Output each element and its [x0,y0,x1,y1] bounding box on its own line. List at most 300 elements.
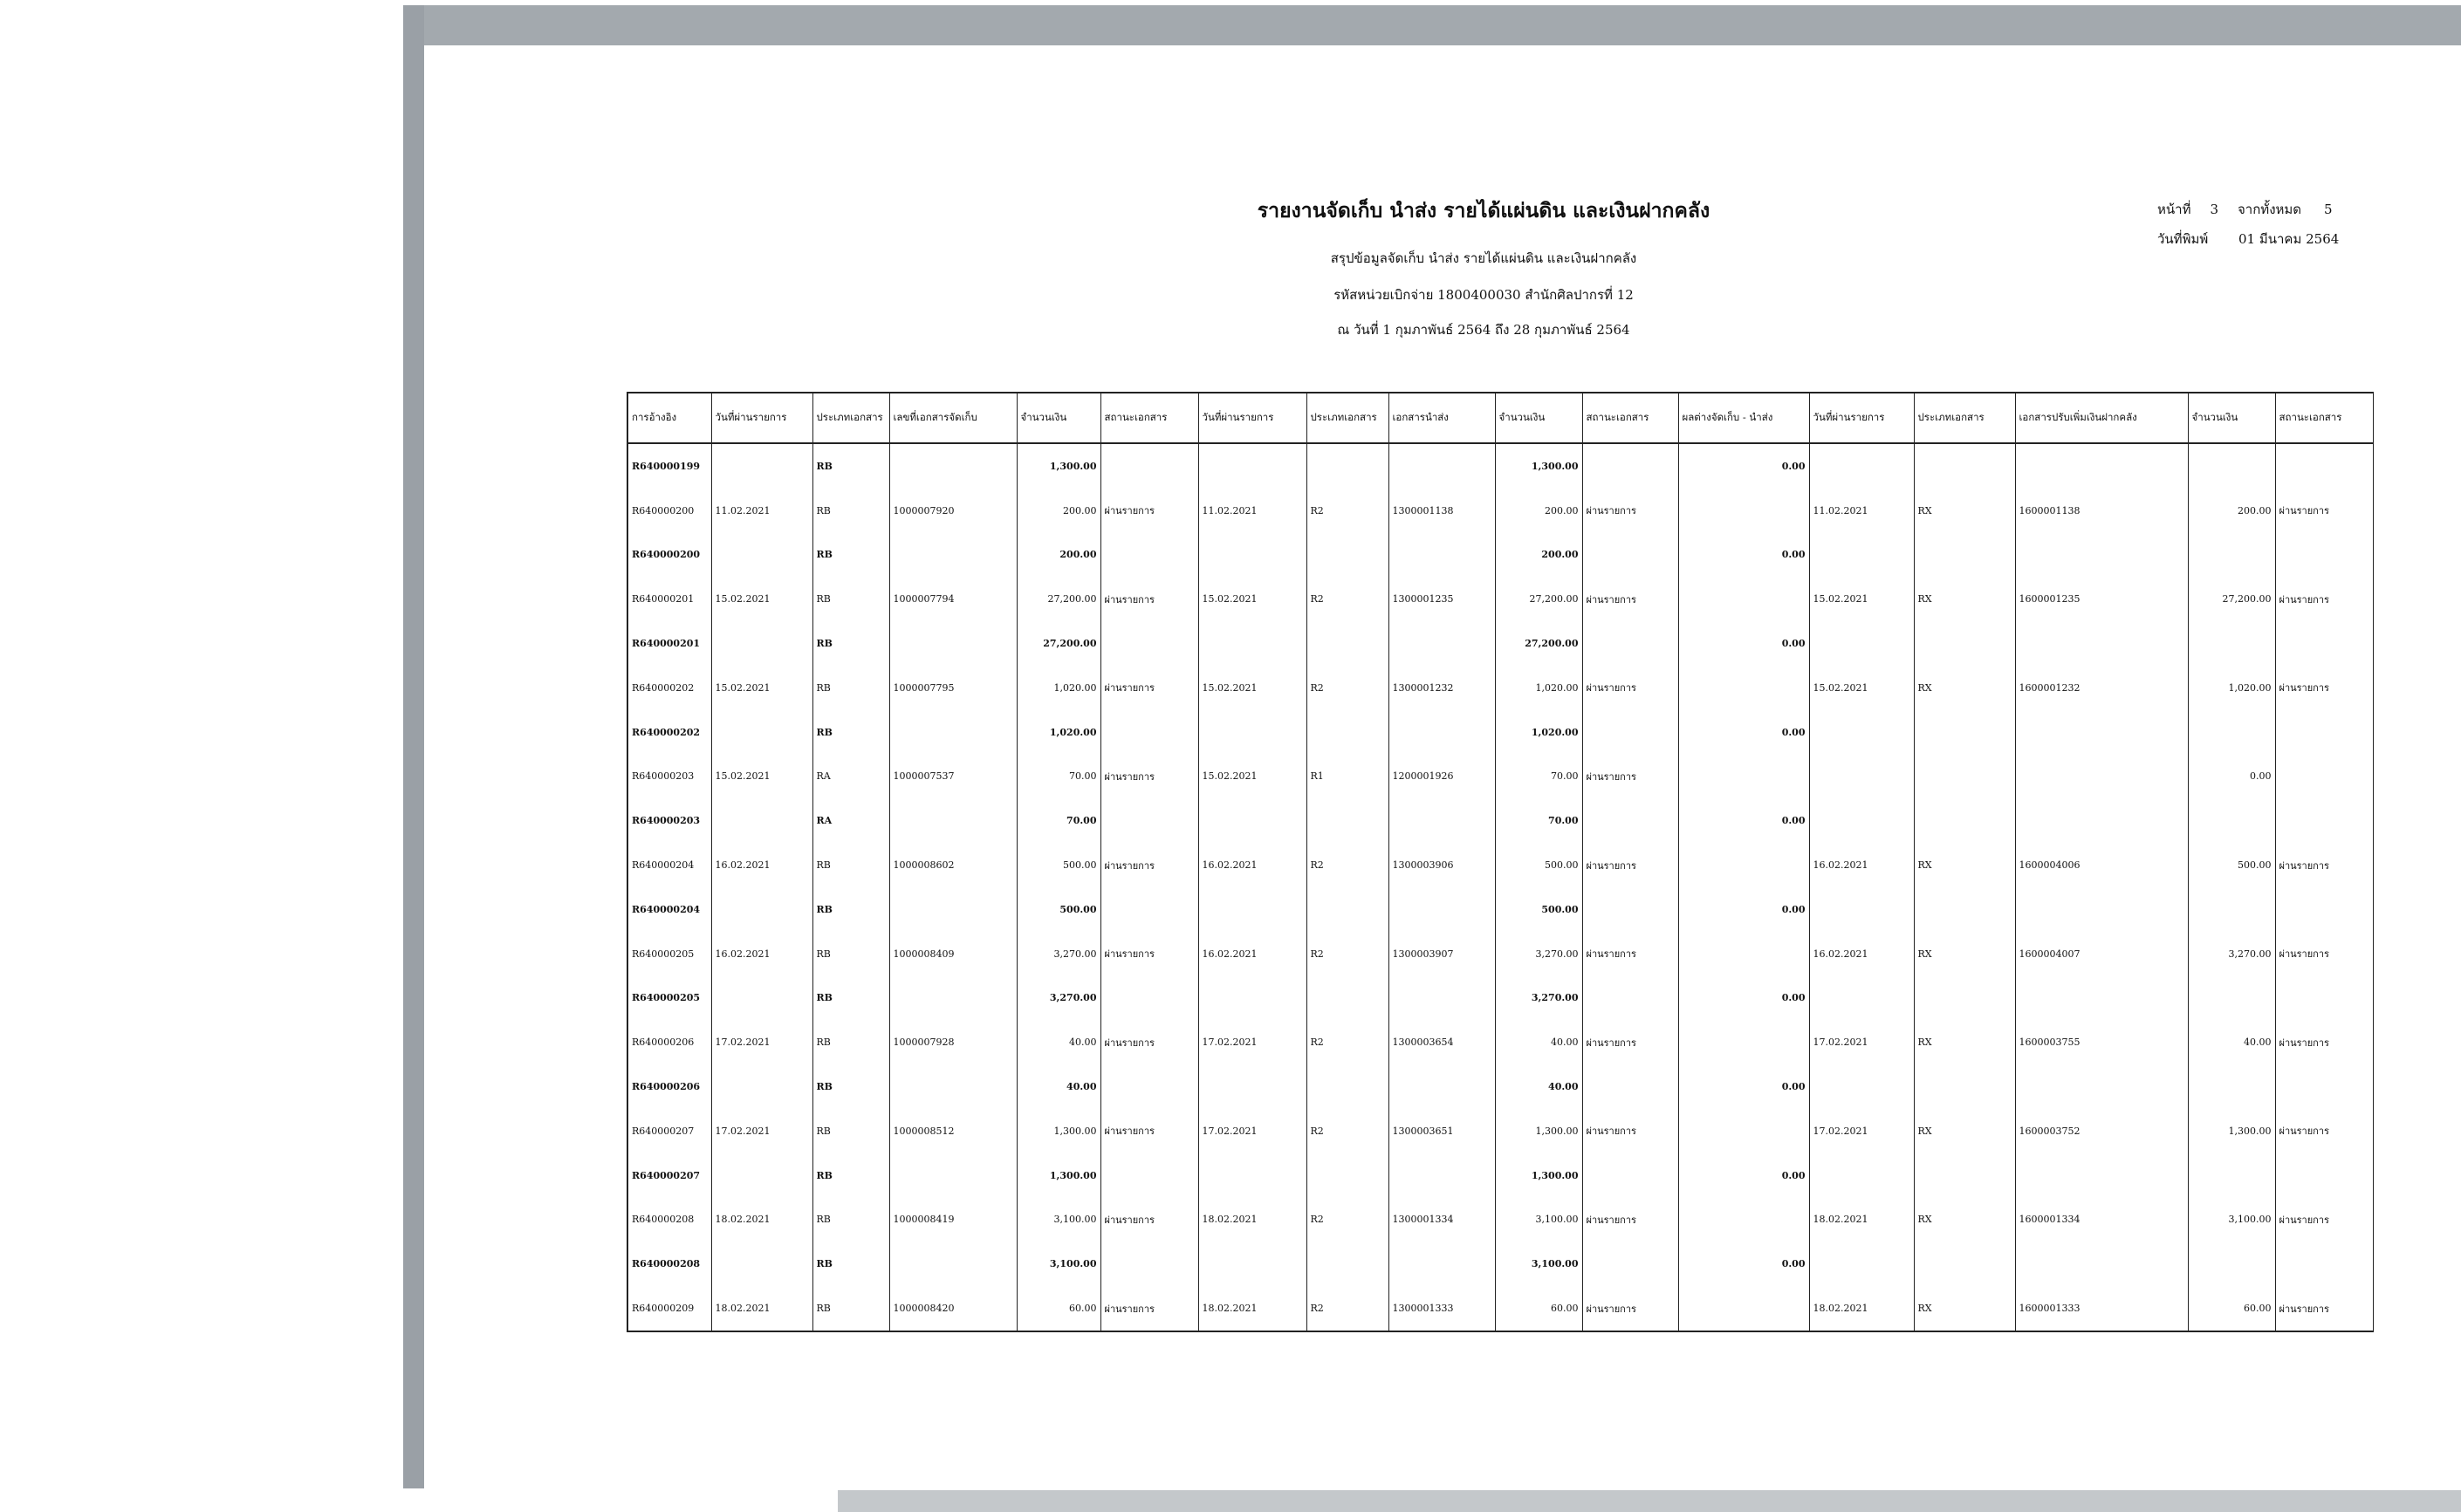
table-cell [711,443,812,489]
table-cell: ผ่านรายการ [1582,666,1678,710]
table-cell: 40.00 [1017,1064,1100,1109]
table-cell: RB [812,932,889,976]
table-cell: 17.02.2021 [1809,1109,1914,1153]
table-cell: ผ่านรายการ [1100,1109,1198,1153]
table-cell [889,1242,1017,1286]
table-cell: 3,100.00 [1017,1198,1100,1242]
table-cell: 60.00 [2188,1286,2275,1331]
table-cell: 3,270.00 [1495,976,1582,1021]
table-cell: 16.02.2021 [711,843,812,887]
table-cell: 27,200.00 [1495,621,1582,666]
table-cell: R2 [1306,1286,1388,1331]
table-cell [1809,755,1914,799]
table-cell: 1000007928 [889,1020,1017,1064]
table-cell: 70.00 [1017,798,1100,843]
table-cell [1198,533,1306,578]
table-cell [1100,1153,1198,1198]
table-cell [1582,710,1678,755]
table-cell [2015,887,2188,932]
table-cell [1198,798,1306,843]
table-cell: RX [1914,1020,2015,1064]
total-pages: 5 [2324,202,2333,217]
table-cell: R640000201 [627,577,711,621]
table-cell [1678,577,1809,621]
table-cell: 11.02.2021 [1809,489,1914,533]
table-cell [2015,755,2188,799]
table-cell: 1000007795 [889,666,1017,710]
column-header: ผลต่างจัดเก็บ - นำส่ง [1678,393,1809,443]
table-cell: R640000199 [627,443,711,489]
table-cell [2015,798,2188,843]
table-cell: 1300003651 [1388,1109,1495,1153]
scan-border-top [422,5,2461,45]
subtotal-row [627,1064,2373,1109]
table-cell: 1300001232 [1388,666,1495,710]
table-cell: 0.00 [1678,1064,1809,1109]
table-cell [1809,1153,1914,1198]
column-header: จำนวนเงิน [1017,393,1100,443]
table-cell: R2 [1306,932,1388,976]
print-date [2157,229,2339,250]
table-cell [1582,976,1678,1021]
table-cell [1198,976,1306,1021]
table-cell: RB [812,710,889,755]
table-cell: 0.00 [1678,621,1809,666]
table-cell: R640000205 [627,976,711,1021]
table-cell: 40.00 [1495,1020,1582,1064]
table-cell [1582,533,1678,578]
table-cell: RB [812,577,889,621]
table-cell [1809,443,1914,489]
subtotal-row [627,976,2373,1021]
table-cell: 3,100.00 [1495,1242,1582,1286]
table-cell [1306,887,1388,932]
table-cell: 1,300.00 [1017,1109,1100,1153]
table-cell [1198,710,1306,755]
table-cell: 1600003755 [2015,1020,2188,1064]
table-cell: RX [1914,932,2015,976]
table-cell: 200.00 [1495,489,1582,533]
table-cell [1678,1286,1809,1331]
table-row [627,666,2373,710]
table-cell: R2 [1306,489,1388,533]
table-header-row [627,393,2373,443]
table-cell [1809,533,1914,578]
table-cell: R2 [1306,577,1388,621]
table-cell [2188,887,2275,932]
table-cell: 0.00 [1678,976,1809,1021]
table-cell: 1600001235 [2015,577,2188,621]
table-cell: 16.02.2021 [711,932,812,976]
table-cell [889,887,1017,932]
table-cell: 1600001334 [2015,1198,2188,1242]
table-cell [1582,887,1678,932]
table-cell: RB [812,1020,889,1064]
table-cell: 16.02.2021 [1809,932,1914,976]
table-cell: 0.00 [1678,798,1809,843]
table-cell: 3,270.00 [1017,976,1100,1021]
table-cell [1388,798,1495,843]
table-cell [2015,621,2188,666]
table-cell: RB [812,666,889,710]
table-cell: 70.00 [1495,755,1582,799]
table-cell: ผ่านรายการ [1582,1109,1678,1153]
table-cell: 1,300.00 [2188,1109,2275,1153]
table-cell [2015,976,2188,1021]
table-cell [1306,533,1388,578]
table-cell [1306,1242,1388,1286]
table-cell: 70.00 [1017,755,1100,799]
table-row [627,1286,2373,1331]
table-cell [2275,1153,2373,1198]
table-cell [889,443,1017,489]
table-cell [1198,887,1306,932]
table-cell: R640000208 [627,1242,711,1286]
table-cell: ผ่านรายการ [1100,489,1198,533]
table-cell: 11.02.2021 [711,489,812,533]
table-row [627,489,2373,533]
column-header: จำนวนเงิน [1495,393,1582,443]
table-cell: 16.02.2021 [1809,843,1914,887]
table-cell: 1200001926 [1388,755,1495,799]
table-cell [1388,1153,1495,1198]
table-cell [889,621,1017,666]
column-header: วันที่ผ่านรายการ [711,393,812,443]
table-cell: RB [812,489,889,533]
table-cell: 1600001333 [2015,1286,2188,1331]
table-cell: R640000208 [627,1198,711,1242]
table-cell: ผ่านรายการ [1582,1198,1678,1242]
table-cell [1914,533,2015,578]
table-cell [2015,533,2188,578]
table-cell [2188,710,2275,755]
table-cell: RX [1914,1198,2015,1242]
table-cell [889,798,1017,843]
table-cell: 1000008409 [889,932,1017,976]
subtotal-row [627,621,2373,666]
table-cell [711,533,812,578]
table-cell: 1300001333 [1388,1286,1495,1331]
table-cell: RA [812,798,889,843]
table-cell [2015,443,2188,489]
table-cell [2188,976,2275,1021]
table-cell: R640000207 [627,1109,711,1153]
table-cell: 1,300.00 [1017,1153,1100,1198]
table-cell: RB [812,443,889,489]
table-cell: 17.02.2021 [1198,1109,1306,1153]
table-cell [1809,976,1914,1021]
table-cell [711,1064,812,1109]
table-cell [711,621,812,666]
table-cell: 16.02.2021 [1198,932,1306,976]
table-cell [1198,1064,1306,1109]
table-cell [1388,1242,1495,1286]
table-cell [1306,1064,1388,1109]
table-row [627,577,2373,621]
table-cell [1678,932,1809,976]
table-cell: RX [1914,843,2015,887]
table-cell: R640000203 [627,755,711,799]
table-cell [1388,621,1495,666]
table-cell: ผ่านรายการ [2275,1286,2373,1331]
table-cell: 0.00 [1678,1242,1809,1286]
table-cell: 1600001232 [2015,666,2188,710]
page-info [2157,199,2351,220]
table-cell [711,1153,812,1198]
table-cell: R640000204 [627,843,711,887]
table-cell [1100,798,1198,843]
table-cell [2188,798,2275,843]
table-cell [1198,1153,1306,1198]
table-cell: 1,020.00 [1495,710,1582,755]
table-cell: 1600004006 [2015,843,2188,887]
table-cell [1914,710,2015,755]
table-cell [1678,666,1809,710]
table-cell: 1,020.00 [1495,666,1582,710]
table-cell [2275,621,2373,666]
subtotal-row [627,1242,2373,1286]
table-cell: 1000007794 [889,577,1017,621]
table-cell [1678,1020,1809,1064]
table-cell: ผ่านรายการ [1100,1286,1198,1331]
table-cell [1914,976,2015,1021]
table-cell: 1,300.00 [1017,443,1100,489]
table-cell: RX [1914,1109,2015,1153]
table-cell: 1000008419 [889,1198,1017,1242]
table-cell: 1600001138 [2015,489,2188,533]
table-cell: RB [812,843,889,887]
table-cell [711,1242,812,1286]
table-cell [2188,621,2275,666]
table-cell [2015,1064,2188,1109]
table-cell [1100,443,1198,489]
table-cell: ผ่านรายการ [1582,843,1678,887]
subtotal-row [627,887,2373,932]
table-cell: 15.02.2021 [1809,666,1914,710]
table-cell: R640000203 [627,798,711,843]
table-cell: 16.02.2021 [1198,843,1306,887]
table-cell [1198,443,1306,489]
table-cell: 3,270.00 [1495,932,1582,976]
table-cell: 40.00 [2188,1020,2275,1064]
table-cell: ผ่านรายการ [2275,1198,2373,1242]
table-cell: 15.02.2021 [711,577,812,621]
table-cell: ผ่านรายการ [1582,577,1678,621]
of-label: จากทั้งหมด [2238,202,2302,217]
table-cell: 27,200.00 [2188,577,2275,621]
table-cell: RB [812,1198,889,1242]
column-header: สถานะเอกสาร [1582,393,1678,443]
table-cell [2188,1153,2275,1198]
table-cell [1100,533,1198,578]
table-row [627,1020,2373,1064]
table-cell: 1,020.00 [1017,666,1100,710]
table-cell [1914,798,2015,843]
table-cell: ผ่านรายการ [2275,577,2373,621]
table-cell: 60.00 [1495,1286,1582,1331]
table-cell [1582,1064,1678,1109]
table-cell: R640000205 [627,932,711,976]
table-cell: R640000202 [627,710,711,755]
table-cell: ผ่านรายการ [1582,1020,1678,1064]
table-cell: RB [812,621,889,666]
table-cell: 1000008602 [889,843,1017,887]
table-cell: RB [812,533,889,578]
table-cell: 27,200.00 [1495,577,1582,621]
table-cell: ผ่านรายการ [1100,666,1198,710]
table-cell: 1600003752 [2015,1109,2188,1153]
table-cell: 1000008512 [889,1109,1017,1153]
table-cell: RX [1914,577,2015,621]
table-cell [2015,1242,2188,1286]
table-cell: 18.02.2021 [711,1198,812,1242]
table-cell: 0.00 [1678,1153,1809,1198]
table-cell: 60.00 [1017,1286,1100,1331]
table-cell: 18.02.2021 [1198,1198,1306,1242]
table-cell: 1300003906 [1388,843,1495,887]
table-cell: 17.02.2021 [711,1109,812,1153]
table-cell [1582,1153,1678,1198]
column-header: เอกสารปรับเพิ่มเงินฝากคลัง [2015,393,2188,443]
table-cell: R640000206 [627,1020,711,1064]
table-cell: ผ่านรายการ [1582,1286,1678,1331]
table-cell [1582,798,1678,843]
table-cell [1100,1242,1198,1286]
page-number: 3 [2210,202,2218,217]
table-cell: ผ่านรายการ [1100,843,1198,887]
table-cell: RB [812,1064,889,1109]
table-cell [1678,489,1809,533]
table-cell: 200.00 [1017,489,1100,533]
table-cell: 500.00 [1017,843,1100,887]
table-cell: RB [812,976,889,1021]
table-cell [711,887,812,932]
table-cell [1914,1153,2015,1198]
table-cell: 500.00 [1017,887,1100,932]
table-cell: 1600004007 [2015,932,2188,976]
table-cell [1809,621,1914,666]
table-cell [711,976,812,1021]
column-header: การอ้างอิง [627,393,711,443]
table-cell [1809,887,1914,932]
table-cell: 1300001334 [1388,1198,1495,1242]
table-cell [1306,976,1388,1021]
column-header: ประเภทเอกสาร [812,393,889,443]
table-cell [889,533,1017,578]
report-subtitle: สรุปข้อมูลจัดเก็บ นำส่ง รายได้แผ่นดิน และเงินฝากคลัง [1330,250,1637,266]
table-cell [2275,533,2373,578]
column-header: สถานะเอกสาร [2275,393,2373,443]
table-cell: 0.00 [1678,710,1809,755]
table-cell: 17.02.2021 [1198,1020,1306,1064]
table-cell [1678,1109,1809,1153]
table-cell [889,1153,1017,1198]
report-table [627,392,2374,1332]
table-cell: 3,270.00 [1017,932,1100,976]
table-cell [2275,1242,2373,1286]
print-date-label: วันที่พิมพ์ [2157,231,2209,247]
table-cell: 70.00 [1495,798,1582,843]
table-cell: ผ่านรายการ [2275,666,2373,710]
table-cell: 18.02.2021 [1809,1286,1914,1331]
table-cell [1809,1242,1914,1286]
table-cell: 40.00 [1017,1020,1100,1064]
table-cell [1809,798,1914,843]
column-header: จำนวนเงิน [2188,393,2275,443]
table-cell: R640000200 [627,489,711,533]
table-cell [1100,1064,1198,1109]
report-period-line: ณ วันที่ 1 กุมภาพันธ์ 2564 ถึง 28 กุมภาพันธ์ 2564 [1337,322,1630,338]
table-cell [711,798,812,843]
table-cell: RA [812,755,889,799]
table-cell [1388,976,1495,1021]
table-cell [1809,1064,1914,1109]
table-cell: 3,100.00 [1495,1198,1582,1242]
table-cell [2275,798,2373,843]
table-row [627,932,2373,976]
table-cell [2275,887,2373,932]
table-cell [1388,443,1495,489]
subtotal-row [627,1153,2373,1198]
table-cell: 40.00 [1495,1064,1582,1109]
table-cell: RB [812,1109,889,1153]
report-title: รายงานจัดเก็บ นำส่ง รายได้แผ่นดิน และเงินฝากคลัง [1257,199,1710,222]
table-cell: 15.02.2021 [1198,755,1306,799]
table-cell: 1300001138 [1388,489,1495,533]
table-cell: 1000007537 [889,755,1017,799]
table-cell: ผ่านรายการ [2275,1020,2373,1064]
table-cell [1100,710,1198,755]
table-cell: 15.02.2021 [1809,577,1914,621]
subtotal-row [627,533,2373,578]
table-cell: 200.00 [2188,489,2275,533]
column-header: ประเภทเอกสาร [1306,393,1388,443]
table-cell: ผ่านรายการ [1582,489,1678,533]
table-cell [1582,621,1678,666]
table-cell: R2 [1306,843,1388,887]
table-cell: 1000007920 [889,489,1017,533]
table-cell [1388,533,1495,578]
column-header: สถานะเอกสาร [1100,393,1198,443]
table-cell: R640000202 [627,666,711,710]
table-cell: ผ่านรายการ [1100,755,1198,799]
report-unit-line: รหัสหน่วยเบิกจ่าย 1800400030 สำนักศิลปากรที่ 12 [1333,287,1634,303]
table-cell [2188,1242,2275,1286]
table-cell [1388,887,1495,932]
table-cell [2015,710,2188,755]
table-cell [1306,798,1388,843]
table-cell [1914,621,2015,666]
table-cell [2015,1153,2188,1198]
table-cell: RX [1914,1286,2015,1331]
table-cell [2275,1064,2373,1109]
table-cell [1100,976,1198,1021]
table-cell [2188,443,2275,489]
table-cell [2275,976,2373,1021]
table-cell: 200.00 [1017,533,1100,578]
column-header: เลขที่เอกสารจัดเก็บ [889,393,1017,443]
table-cell: 1300001235 [1388,577,1495,621]
table-cell: R640000204 [627,887,711,932]
table-cell: R640000201 [627,621,711,666]
table-cell [2275,755,2373,799]
table-cell: 500.00 [1495,887,1582,932]
table-cell [1306,621,1388,666]
table-cell: R2 [1306,1020,1388,1064]
table-row [627,843,2373,887]
table-cell: RB [812,1286,889,1331]
table-cell: 500.00 [2188,843,2275,887]
